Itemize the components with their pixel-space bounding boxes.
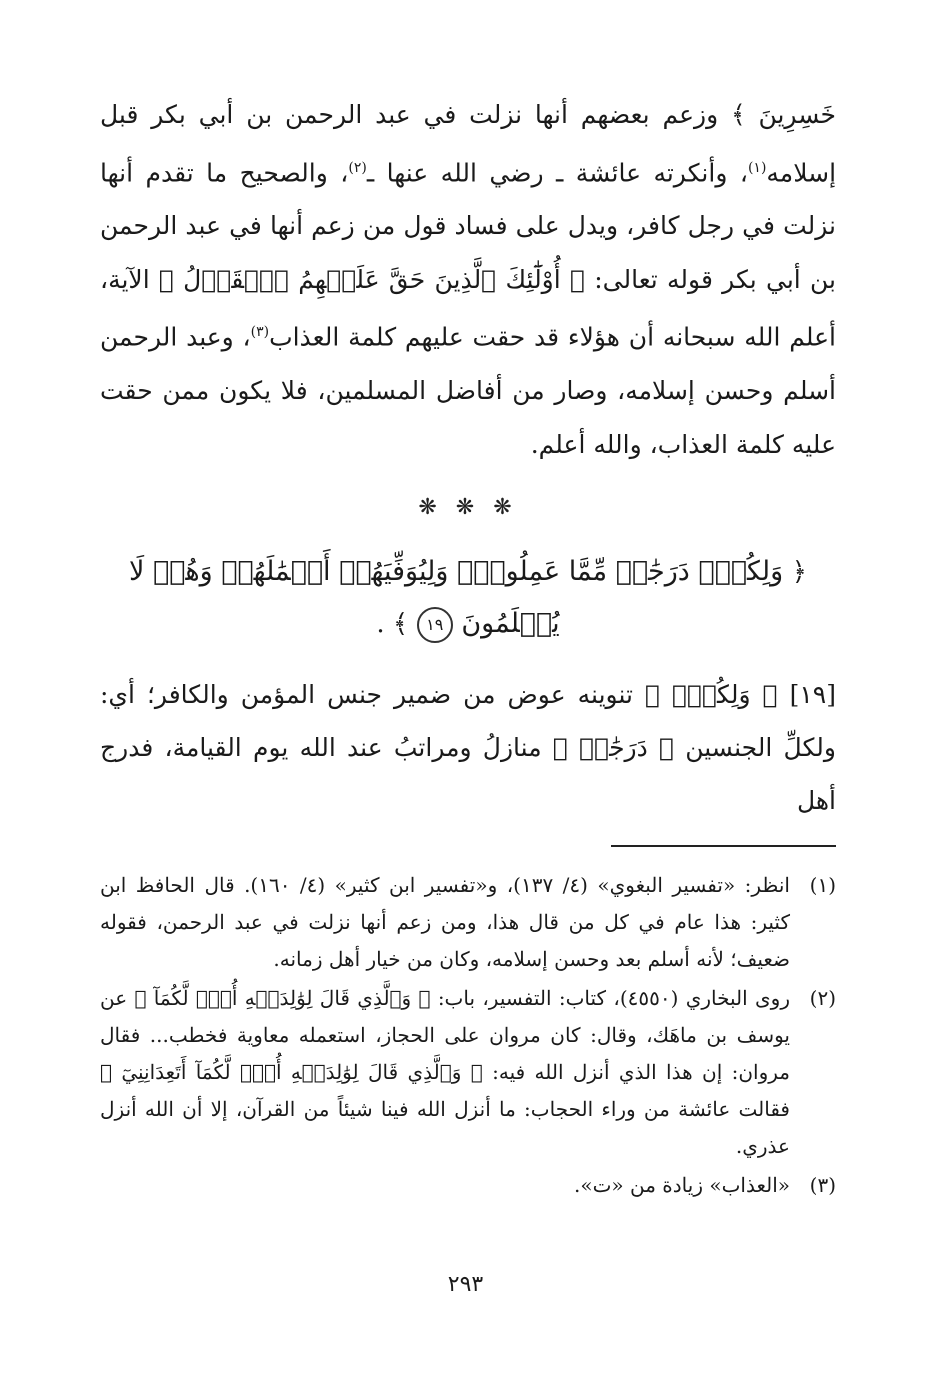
footnote-number: (٣) xyxy=(809,1173,836,1198)
footnote-number: (١) xyxy=(809,873,836,898)
section-separator: ❋ ❋ ❋ xyxy=(418,495,518,521)
footnote-ref-2[interactable]: (٢) xyxy=(348,159,367,176)
main-text-part-1: خَسِرِينَ ﴾ وزعم بعضهم أنها نزلت في عبد الرحمن بن أبي بكر قبل إسلامه xyxy=(100,100,837,187)
main-text-part-3: ، والصحيح ما تقدم أنها نزلت في رجل كافر، ويدل على فساد قول من زعم أنها في عبد الرحمن بن أبي بكر قوله تعالى: ﴿ أُوْلَٰٓئِكَ ٱلَّذِينَ حَقَّ عَلَيۡهِمُ ٱلۡقَوۡلُ ﴾ الآية، أعلم الله سبحانه أن هؤلاء قد حقت عليهم كلمة العذاب xyxy=(100,157,837,352)
main-paragraph xyxy=(100,88,836,471)
footnote-ref-3[interactable]: (٣) xyxy=(250,324,270,341)
page-number: ٢٩٣ xyxy=(447,1272,484,1297)
footnote-text: روى البخاري (٤٥٥٠)، كتاب: التفسير، باب: ﴿ وَٱلَّذِي قَالَ لِوَٰلِدَيۡهِ أُفّٖ لَّكُمَآ ﴾ عن يوسف بن ماهَك، وقال: كان مروان على الحجاز، استعمله معاوية فخطب... فقال مروان: إن هذا الذي أنزل الله فيه: ﴿ وَٱلَّذِي قَالَ لِوَٰلِدَيۡهِ أُفّٖ لَّكُمَآ أَتَعِدَانِنِيٓ ﴾ فقالت عائشة من وراء الحجاب: ما أنزل الله فينا شيئاً من القرآن، إلا أن الله أنزل عذري. xyxy=(100,986,790,1159)
footnote-divider xyxy=(611,845,836,847)
main-text-part-2: ، وأنكرته عائشة ـ رضي الله عنها ـ xyxy=(366,157,748,187)
tafsir-paragraph: [١٩] ﴿ وَلِكُلّٖ ﴾ تنوينه عوض من ضمير جنس المؤمن والكافر؛ أي: ولكلِّ الجنسين ﴿ دَرَجَٰتٞ ﴾ منازلُ ومراتبُ عند الله يوم القيامة، فدرج أهل xyxy=(100,680,836,816)
verse-text: وَلِكُلّٖ دَرَجَٰتٞ مِّمَّا عَمِلُواْۖ وَلِيُوَفِّيَهُمۡ أَعۡمَٰلَهُمۡ وَهُمۡ لَا يُظۡلَمُونَ xyxy=(128,556,784,640)
verse-close-bracket: ﴾ . xyxy=(376,609,409,640)
footnote-number: (٢) xyxy=(809,986,836,1011)
footnote-text: انظر: «تفسير البغوي» (٤/ ١٣٧)، و«تفسير ابن كثير» (٤/ ١٦٠). قال الحافظ ابن كثير: هذا عام في كل من قال هذا، ومن زعم أنها نزلت في عبد الرحمن، فقوله ضعيف؛ لأنه أسلم بعد وحسن إسلامه، وكان من خيار أهل زمانه. xyxy=(100,873,790,972)
footnote-1 xyxy=(100,867,836,978)
quran-verse xyxy=(100,546,836,650)
footnote-2 xyxy=(100,980,836,1165)
footnote-ref-1[interactable]: (١) xyxy=(747,159,767,176)
footnote-3 xyxy=(100,1167,836,1204)
main-text-part-4: ، وعبد الرحمن أسلم وحسن إسلامه، وصار من أفاضل المسلمين، فلا يكون ممن حقت عليه كلمة العذاب، والله أعلم. xyxy=(100,322,836,459)
verse-number-medallion: ١٩ xyxy=(417,607,453,643)
verse-open-bracket: ﴿ xyxy=(791,557,807,588)
footnotes-section xyxy=(100,867,836,1204)
page-content xyxy=(100,88,836,1206)
footnote-text: «العذاب» زيادة من «ت». xyxy=(573,1173,790,1198)
